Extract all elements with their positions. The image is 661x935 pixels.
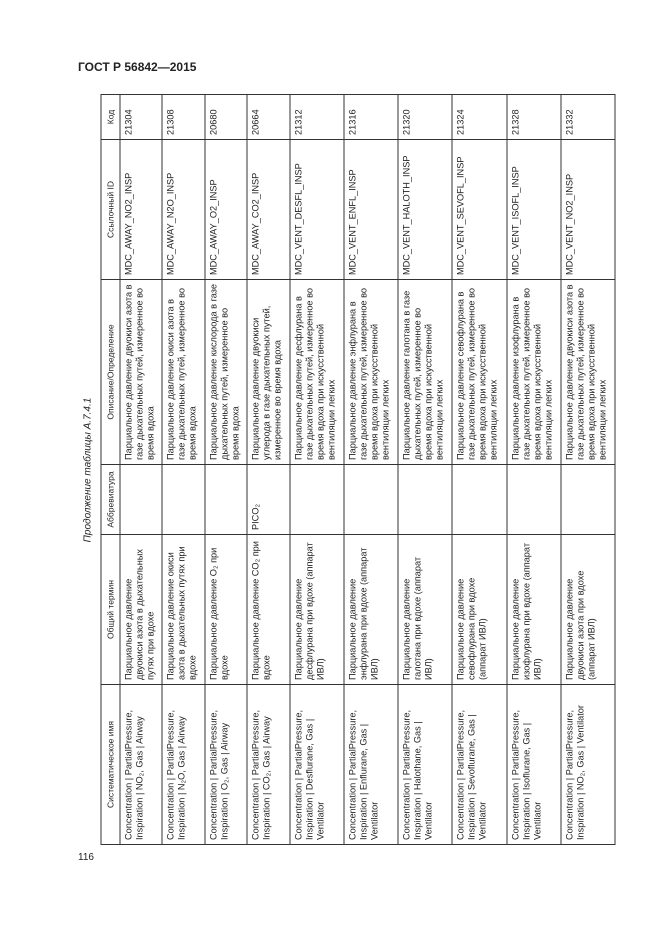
table-container xyxy=(100,95,615,845)
rotated-table xyxy=(100,95,615,845)
table-row xyxy=(247,95,289,845)
cell-desc: Парциальное давление окиси азота в газе дыхательных путей, измеренное во время вдоха xyxy=(162,280,204,465)
cell-term: Парциальное давление изофлурана при вдохе (аппарат ИВЛ) xyxy=(506,535,560,685)
table-row xyxy=(344,95,398,845)
cell-ref: MDC_AWAY_CO2_INSP xyxy=(247,140,289,280)
cell-code: 21304 xyxy=(120,95,162,140)
cell-abbr xyxy=(204,465,246,535)
table-row xyxy=(560,95,614,845)
cell-ref: MDC_AWAY_O2_INSP xyxy=(204,140,246,280)
table-row xyxy=(506,95,560,845)
cell-desc: Парциальное давление кислорода в газе дыхательных путей, измеренное во время вдоха xyxy=(204,280,246,465)
cell-system: Concentration | PartialPressure, Inspiration | NO₂, Gas | Ventilator xyxy=(560,685,614,845)
cell-ref: MDC_VENT_HALOTH_INSP xyxy=(398,140,452,280)
nomenclature-table xyxy=(100,94,615,845)
cell-system: Concentration | PartialPressure, Inspiration | Isoflurane, Gas | Ventilator xyxy=(506,685,560,845)
cell-ref: MDC_VENT_ENFL_INSP xyxy=(344,140,398,280)
cell-system: Concentration | PartialPressure, Inspiration | O₂, Gas | Airway xyxy=(204,685,246,845)
cell-system: Concentration | PartialPressure, Inspiration | Sevoflurane, Gas | Ventilator xyxy=(452,685,506,845)
cell-abbr xyxy=(398,465,452,535)
cell-ref: MDC_AWAY_NO2_INSP xyxy=(120,140,162,280)
cell-abbr xyxy=(289,465,343,535)
cell-code: 21324 xyxy=(452,95,506,140)
cell-ref: MDC_AWAY_N2O_INSP xyxy=(162,140,204,280)
cell-term: Парциальное давление CO₂ при вдохе xyxy=(247,535,289,685)
cell-desc: Парциальное давление десфлурана в газе дыхательных путей, измеренное во время вдоха при искусственной вентиляции легких xyxy=(289,280,343,465)
cell-desc: Парциальное давление галотана в газе дыхательных путей, измеренное во время вдоха при искусственной вентиляции легких xyxy=(398,280,452,465)
standard-title: ГОСТ Р 56842—2015 xyxy=(78,60,197,74)
cell-system: Concentration | PartialPressure, Inspiration | N₂O, Gas | Airway xyxy=(162,685,204,845)
cell-ref: MDC_VENT_ISOFL_INSP xyxy=(506,140,560,280)
col-header-term: Общий термин xyxy=(101,535,120,685)
cell-desc: Парциальное давление изофлурана в газе дыхательных путей, измеренное во время вдоха при искусственной вентиляции легких xyxy=(506,280,560,465)
cell-code: 21312 xyxy=(289,95,343,140)
cell-code: 21320 xyxy=(398,95,452,140)
cell-term: Парциальное давление галотана при вдохе (аппарат ИВЛ) xyxy=(398,535,452,685)
col-header-system: Систематическое имя xyxy=(101,685,120,845)
table-row xyxy=(162,95,204,845)
cell-term: Парциальное давление севофлурана при вдохе (аппарат ИВЛ) xyxy=(452,535,506,685)
cell-abbr xyxy=(162,465,204,535)
cell-desc: Парциальное давление двуокиси азота в газе дыхательных путей, измеренное во время вдоха xyxy=(120,280,162,465)
cell-term: Парциальное давление O₂ при вдохе xyxy=(204,535,246,685)
table-row xyxy=(120,95,162,845)
cell-term: Парциальное давление энфлурана при вдохе (аппарат ИВЛ) xyxy=(344,535,398,685)
cell-desc: Парциальное давление энфлурана в газе дыхательных путей, измеренное во время вдоха при искусственной вентиляции легких xyxy=(344,280,398,465)
cell-abbr xyxy=(452,465,506,535)
cell-abbr: PICO₂ xyxy=(247,465,289,535)
cell-desc: Парциальное давление двуокиси азота в газе дыхательных путей, измеренное во время вдоха при искусственной вентиляции легких xyxy=(560,280,614,465)
cell-code: 21328 xyxy=(506,95,560,140)
cell-code: 21332 xyxy=(560,95,614,140)
cell-ref: MDC_VENT_NO2_INSP xyxy=(560,140,614,280)
table-header-row xyxy=(101,95,120,845)
table-row xyxy=(452,95,506,845)
cell-code: 20664 xyxy=(247,95,289,140)
cell-system: Concentration | PartialPressure, Inspiration | NO₂, Gas | Airway xyxy=(120,685,162,845)
table-row xyxy=(204,95,246,845)
cell-desc: Парциальное давление севофлурана в газе дыхательных путей, измеренное во время вдоха при искусственной вентиляции легких xyxy=(452,280,506,465)
cell-system: Concentration | PartialPressure, Inspiration | Enflurane, Gas | Ventilator xyxy=(344,685,398,845)
cell-abbr xyxy=(506,465,560,535)
cell-system: Concentration | PartialPressure, Inspiration | CO₂, Gas | Airway xyxy=(247,685,289,845)
cell-code: 20680 xyxy=(204,95,246,140)
cell-term: Парциальное давление двуокиси азота в дыхательных путях при вдохе xyxy=(120,535,162,685)
col-header-ref: Ссылочный ID xyxy=(101,140,120,280)
table-row xyxy=(289,95,343,845)
col-header-abbr: Аббревиатура xyxy=(101,465,120,535)
caption-area xyxy=(78,95,98,845)
page-number: 116 xyxy=(78,852,94,863)
cell-abbr xyxy=(560,465,614,535)
cell-ref: MDC_VENT_DESFL_INSP xyxy=(289,140,343,280)
cell-code: 21308 xyxy=(162,95,204,140)
table-row xyxy=(398,95,452,845)
cell-desc: Парциальное давление двуокиси углерода в газе дыхательных путей, измеренное во время вдоха xyxy=(247,280,289,465)
cell-term: Парциальное давление двуокиси азота при вдохе (аппарат ИВЛ) xyxy=(560,535,614,685)
cell-abbr xyxy=(344,465,398,535)
cell-code: 21316 xyxy=(344,95,398,140)
cell-ref: MDC_VENT_SEVOFL_INSP xyxy=(452,140,506,280)
cell-term: Парциальное давление окиси азота в дыхательных путях при вдохе xyxy=(162,535,204,685)
cell-system: Concentration | PartialPressure, Inspiration | Halothane, Gas | Ventilator xyxy=(398,685,452,845)
table-caption: Продолжение таблицы А.7.4.1 xyxy=(82,397,94,543)
col-header-code: Код xyxy=(101,95,120,140)
cell-abbr xyxy=(120,465,162,535)
col-header-desc: Описание/Определение xyxy=(101,280,120,465)
cell-system: Concentration | PartialPressure, Inspiration | Desflurane, Gas | Ventilator xyxy=(289,685,343,845)
cell-term: Парциальное давление десфлурана при вдохе (аппарат ИВЛ) xyxy=(289,535,343,685)
